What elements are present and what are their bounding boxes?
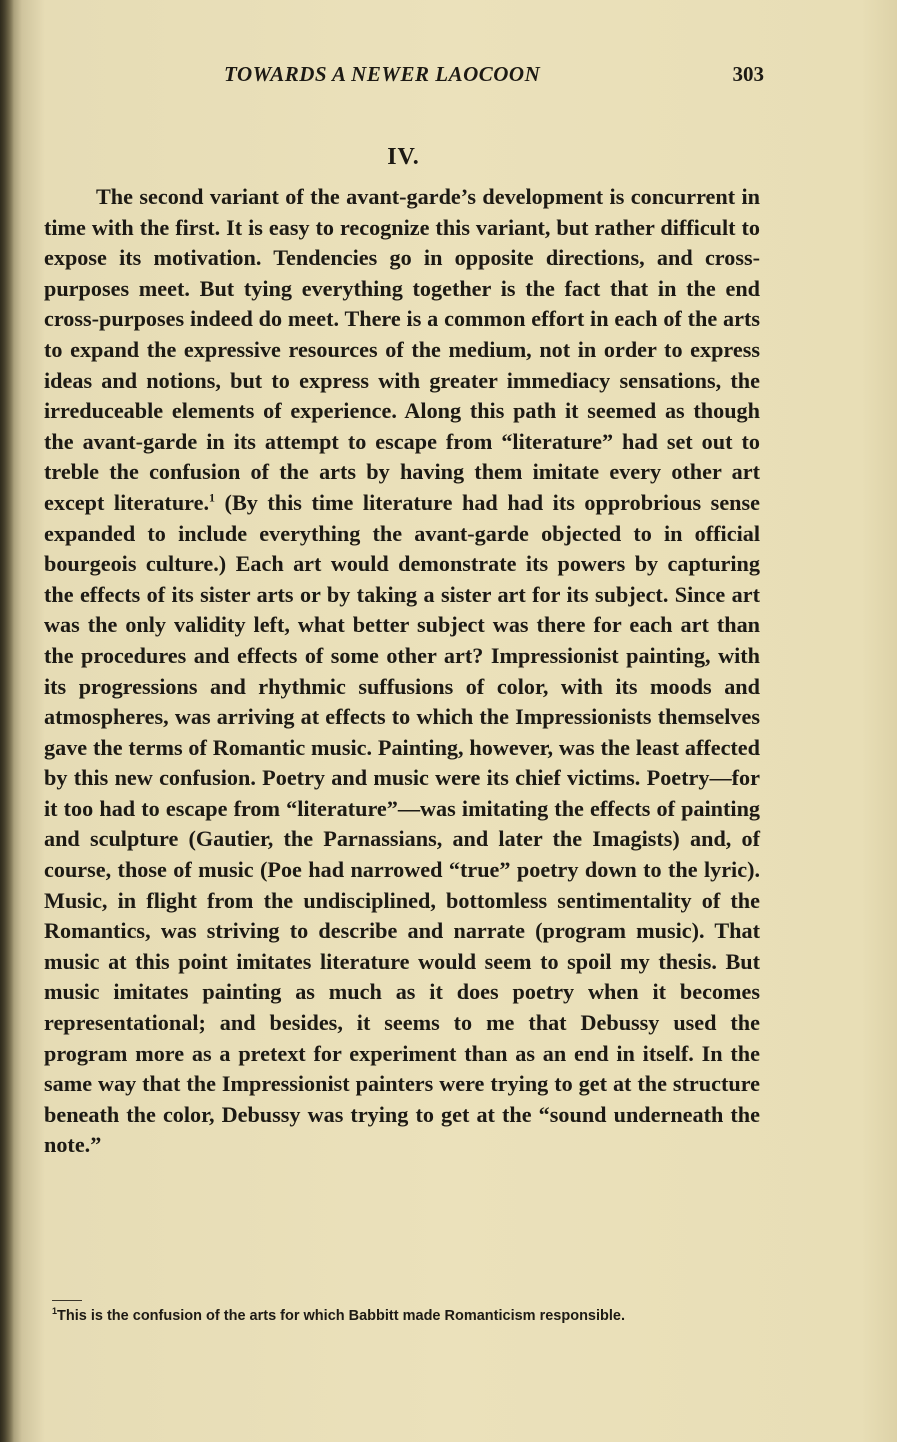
footnote bbox=[52, 1306, 772, 1326]
footnote-text: This is the confusion of the arts for which Babbitt made Romanticism responsible. bbox=[57, 1308, 626, 1324]
page-number: 303 bbox=[732, 62, 764, 86]
body-paragraph bbox=[44, 182, 760, 1161]
footnote-reference: 1 bbox=[209, 490, 215, 505]
body-text-part-2: (By this time literature had had its opprobrious sense expanded to include everything the avant-garde objected to in official bourgeois culture.) Each art would demonstrate its powers by capturing the effects of its sister arts or by taking a sister art for its subject. Since art was the only validity left, what better subject was there for each art than the procedures and effects of some other art? Impressionist painting, with its progressions and rhythmic suffusions of color, with its moods and atmospheres, was arriving at effects to which the Impressionists themselves gave the terms of Romantic music. Painting, however, was the least affected by this new confusion. Poetry and music were its chief victims. Poetry—for it too had to escape from “literature”—was imitating the effects of painting and sculpture (Gautier, the Parnassians, and later the Imagists) and, of course, those of music (Poe had narrowed “true” poetry down to the lyric). Music, in flight from the undisciplined, bottomless sentimentality of the Romantics, was striving to describe and narrate (program music). That music at this point imitates literature would seem to spoil my thesis. But music imitates painting as much as it does poetry when it becomes representational; and besides, it seems to me that Debussy used the program more as a pretext for experiment than as an end in itself. In the same way that the Impressionist painters were trying to get at the structure beneath the color, Debussy was trying to get at the “sound underneath the note.” bbox=[44, 489, 760, 1158]
section-heading: IV. bbox=[387, 144, 420, 170]
footnote-rule bbox=[52, 1300, 82, 1301]
body-text-part-1: The second variant of the avant-garde’s development is concurrent in time with the first. It is easy to recognize this variant, but rather difficult to expose its motivation. Tendencies go in opposite directions, and cross-purposes meet. But tying everything together is the fact that in the end cross-purposes indeed do meet. There is a common effort in each of the arts to expand the expressive resources of the medium, not in order to express ideas and notions, but to express with greater immediacy sensations, the irreduceable elements of experience. Along this path it seemed as though the avant-garde in its attempt to escape from “literature” had set out to treble the confusion of the arts by having them imitate every other art except literature. bbox=[44, 184, 760, 515]
binding-gutter-shadow bbox=[0, 0, 14, 1442]
footnote-marker: 1 bbox=[52, 1306, 58, 1317]
page-header bbox=[44, 62, 764, 92]
running-head: TOWARDS A NEWER LAOCOON bbox=[224, 62, 541, 86]
